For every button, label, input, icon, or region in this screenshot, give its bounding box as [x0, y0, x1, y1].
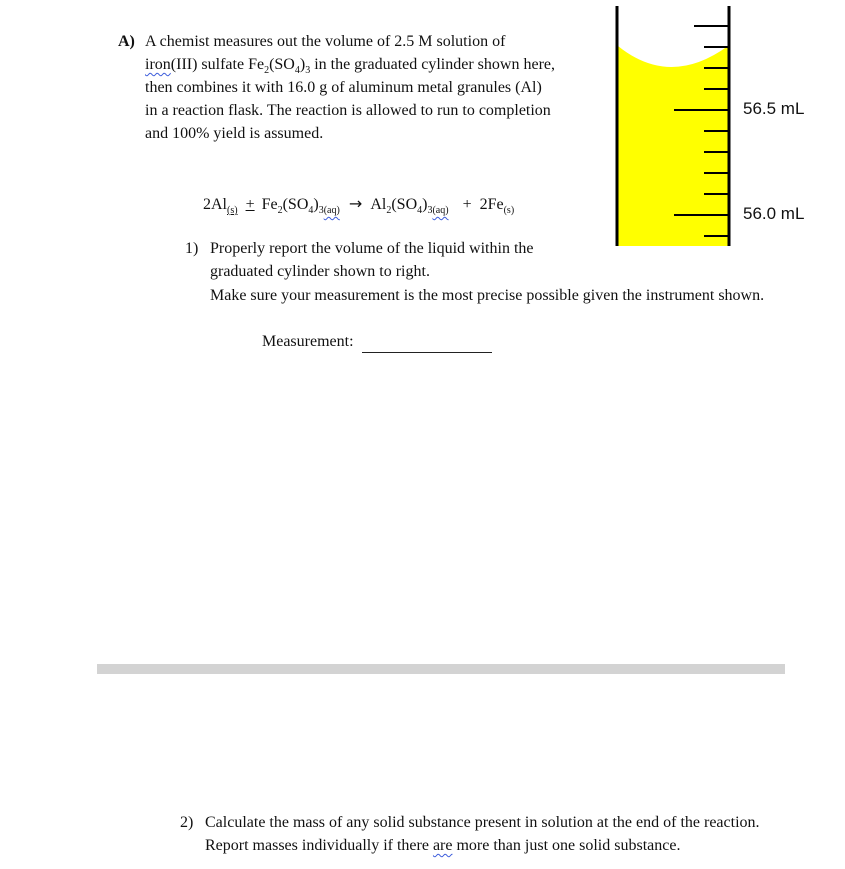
question-2-line-2: Report masses individually if there are more than just one solid substance.	[205, 837, 681, 854]
graduated-cylinder	[610, 6, 742, 248]
question-2-line-1: Calculate the mass of any solid substance present in solution at the end of the reaction.	[205, 814, 760, 831]
problem-line-3: then combines it with 16.0 g of aluminum metal granules (Al)	[145, 79, 542, 96]
problem-line-5: and 100% yield is assumed.	[145, 125, 324, 142]
reaction-arrow-icon: →	[348, 194, 363, 213]
measurement-answer-blank[interactable]	[362, 334, 492, 353]
question-2-number: 2)	[180, 814, 194, 831]
section-divider	[97, 664, 785, 674]
chemical-equation: $2Al_{(s)} + Fe_2(SO_4)_{3(aq)} \to Al_2(SO_4)_{3(aq)} + 2Fe_{(s)}$	[203, 194, 515, 217]
question-1-line-1: Properly report the volume of the liquid within the	[210, 240, 534, 257]
problem-line-4: in a reaction flask. The reaction is allowed to run to completion	[145, 102, 551, 119]
problem-line-2: iron(III) sulfate $Fe_2(SO_4)_3$ in the graduated cylinder shown here,	[145, 56, 555, 77]
cylinder-graphic	[610, 6, 742, 248]
measurement-row	[262, 330, 492, 353]
question-1-number: 1)	[185, 240, 199, 257]
question-1-line-2: graduated cylinder shown to right.	[210, 263, 430, 280]
question-1-line-3: Make sure your measurement is the most precise possible given the instrument shown.	[210, 287, 765, 304]
upper-volume-label: 56.5 mL	[743, 99, 805, 118]
measurement-label: Measurement:	[262, 333, 354, 350]
spellcheck-word: iron	[145, 56, 171, 73]
problem-label: A)	[118, 33, 135, 50]
spellcheck-word: are	[432, 837, 453, 854]
lower-volume-label: 56.0 mL	[743, 204, 805, 223]
problem-line-1: A chemist measures out the volume of 2.5 M solution of	[145, 33, 506, 50]
